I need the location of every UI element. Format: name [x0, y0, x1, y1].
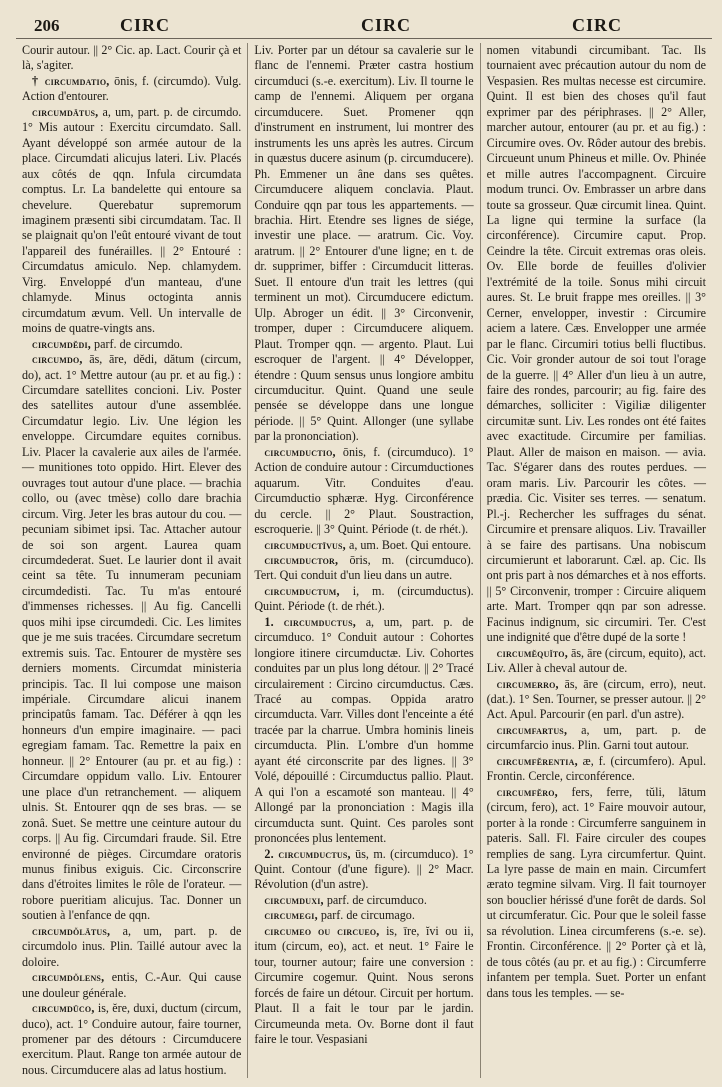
dictionary-entry: [254, 847, 473, 893]
column-right: [480, 43, 712, 1078]
dictionary-entry: [487, 723, 706, 754]
entry-definition: parf. de circumduco.: [326, 892, 427, 907]
dictionary-entry: [254, 893, 473, 908]
entry-headword: circumdūco,: [32, 1001, 95, 1016]
entry-headword: circumdŏlātus,: [32, 923, 111, 938]
entry-definition: a, um, part. p. de circumduco. 1° Conduit autour : Cohortes longiore itinere circumductæ. Liv. Cohortes conduites par un plus long détour. || 2° Tracé circulairement : Circino circumductus. Cæs. Tracé au compas. Oppida aratro circumducta. Varr. Villes dont l'enceinte a été tracée par la charrue. Umbra hominis lineis circumducta. Plin. L'ombre d'un homme ayant été circonscrite par des lignes. || 3° Volé, dépouillé : Circumductus pallio. Plaut. A qui l'on a escamoté son manteau. || 4° Allongé par la prononciation : Magis illa circumducta sunt. Quint. Ces paroles sont prononcées plus lentement.: [254, 614, 474, 846]
guide-word-left: CIRC: [120, 15, 171, 35]
dictionary-entry: [22, 924, 241, 970]
guide-word-right: CIRC: [572, 15, 623, 35]
entry-definition: a, um, part. p. de circumdo. 1° Mis autour : Exercitu circumdato. Sall. Ayant développé son armée autour de la place. Circumdati alicujus lateri. Liv. Placés aux côtés de qqn. Infula circumdata comptus. Lr. La bandelette qui entoure sa chevelure. Querebatur supremorum imaginem præsenti sibi circumdatam. Tac. Il se plaignait qu'on l'eût entouré vivant de tout l'appareil des funérailles. || 2° Entouré : Circumdatus amiculo. Nep. chlamydem. Virg. Enveloppé d'un manteau, d'une chlamyde. Minus octoginta annis circumdatum ævum. Vell. Un intervalle de moins de quatre-vingts ans.: [22, 104, 242, 336]
entry-headword: circumduxi,: [264, 892, 324, 907]
dictionary-entry: [22, 970, 241, 1001]
entry-definition: ūs, m. (circumduco). 1° Quint. Contour (d'une figure). || 2° Macr. Révolution (d'un astre).: [254, 846, 474, 892]
dictionary-entry: [22, 352, 241, 924]
entry-headword: circumductum,: [264, 583, 340, 598]
entry-headword: circumfĕrentia,: [496, 753, 578, 768]
page-header: [16, 12, 712, 39]
entry-definition: fers, ferre, tŭli, lātum (circum, fero), act. 1° Faire mouvoir autour, porter à la ronde : Circumferre sanguinem in pateris. Sall. Fl. Faire circuler des coupes remplies de sang. Lyra circumfertur. Quint. La lyre passe de main en main. Circumfert ærato tegmine silvam. Virg. Il fait tournoyer son bouclier hérissé d'une forêt de dards. Sol ut circumferatur. Cic. Pour que le soleil fasse sa révolution. Linea circumferens (s.-e. se). Frontin. Circonférence. || 2° Porter çà et là, de tous côtés (au pr. et au fig.) : Circumferre infantem per templa. Suet. Porter un enfant dans tous les temples. — se-: [486, 784, 706, 1000]
entry-headword: circumdātus,: [32, 104, 99, 119]
dictionary-entry: [254, 553, 473, 584]
entry-definition: is, ĕre, duxi, ductum (circum, duco), act. 1° Conduire autour, faire tourner, promener par des détours : Circumducere exercitum. Plaut. Range ton armée autour de nous. Circumducere alas ad latus hostium.: [22, 1001, 242, 1077]
dictionary-entry: [487, 43, 706, 646]
entry-definition: a, um, part. p. de circumfarcio inus. Plin. Garni tout autour.: [486, 722, 706, 753]
text-columns: [16, 43, 712, 1078]
column-left: [16, 43, 247, 1078]
entry-definition: Liv. Porter par un détour sa cavalerie sur le flanc de l'ennemi. Præter castra hostium circumduci (s.-e. exercitum). Liv. Il tourne le camp de l'ennemi. Aliquem per organa circumducere. Suet. Promener qqn d'instrument en instrument, lui montrer des instruments les uns après les autres. Circum in quæstus ducere asinum (p. circumducere). Ph. Emmener un âne dans ses quêtes. Circumducere aliquem conclavia. Plaut. Conduire qqn par tous les appartements. — brachia. Hirt. Etendre ses lignes de siége, investir une place. — aratrum. Cic. Voy. aratrum. || 2° Entourer d'une ligne; en t. de dr. supprimer, biffer : Circumducit litteras. Suet. Il entoure d'un trait les lettres (qui terminent un mot). Circumducere edictum. Ulp. Abroger un édit. || 3° Circonvenir, tromper, duper : Circumducere aliquem. Plaut. Tromper qqn. — argento. Plaut. Lui escroquer de l'argent. || 4° Développer, étendre : Quum sensus unus longiore ambitu circumducitur. Quint. Quand une seule pensée se développe dans une longue période. || 5° Quint. Allonger (une syllabe par la prononciation).: [254, 43, 474, 444]
guide-word-center: CIRC: [361, 15, 412, 35]
entry-definition: nomen vitabundi circumibant. Tac. Ils tournaient avec précaution autour du nom de Vespasien. Res multas necesse est circumire. Quint. Il est bien des choses qu'il faut exprimer par des périphrases. || 2° Aller, marcher autour, entourer (au pr. et au fig.) : Circumire oves. Ov. Rôder autour des brebis. Circueunt unum Phineus et mille. Ov. Phinée et mille autres l'accompagnent. Circuire modum trunci. Ov. Embrasser un arbre dans toute sa grosseur. Quæ circumit linea. Quint. La ligne qui termine la surface (la circonférence). Circumire caput. Prop. Ceindre la tête. Circuit extremas oras oleis. Ov. Elle borde de feuilles d'olivier l'extrémité de la toile. Sonus mihi circuit aures. St. Le bruit frappe mes oreilles. || 3° Cerner, envelopper, investir : Circumire aciem a latere. Cæs. Envelopper une armée par le flanc. Circumiri totius belli fluctibus. Cic. Voir gronder autour de soi tout l'orage de la guerre. || 4° Aller d'un lieu à un autre, faire des rondes, parcourir; au fig. faire des démarches, solliciter : Vigiliæ diligenter circumitæ sunt. Liv. Les rondes ont été faites avec exactitude. Circumire per familias. Plaut. Aller de maison en maison. — avia. Tac. S'égarer dans des routes perdues. — oram maris. Liv. Parcourir les côtes. — prædia. Cic. Visiter ses terres. — senatum. Pl.-j. Rechercher les suffrages du sénat. Circumire et prensare aliquos. Liv. Travailler à se faire des partisans. Una nobiscum circumierunt et laborarunt. Cæl. ap. Cic. Ils ont pris part à nos démarches et à nos efforts. || 5° Circonvenir, tromper : Circuire aliquem arte. Mart. Tromper qqn par son adresse. Facinus indignum, sic circumiri. Ter. C'est une indignité que d'être dupé de la sorte !: [486, 43, 706, 645]
entry-headword: circumerro,: [496, 676, 559, 691]
dictionary-entry: [254, 43, 473, 445]
entry-headword: circumeo ou circueo,: [264, 923, 380, 938]
dictionary-entry: [487, 646, 706, 677]
page-number: 206: [34, 16, 60, 35]
entry-headword: circumductor,: [264, 552, 339, 567]
entry-definition: Courir autour. || 2° Cic. ap. Lact. Courir çà et là, s'agiter.: [22, 43, 242, 73]
entry-definition: parf. de circumago.: [320, 908, 415, 923]
dictionary-entry: [22, 74, 241, 105]
entry-headword: circumductīvus,: [264, 537, 346, 552]
entry-headword: circumĕquĭto,: [496, 645, 568, 660]
entry-headword: 2. circumductus,: [264, 846, 351, 861]
entry-headword: circumdŏlens,: [32, 970, 105, 985]
entry-headword: circumfĕro,: [496, 784, 558, 799]
entry-definition: ās, āre (circum, equito), act. Liv. Aller à cheval autour de.: [486, 645, 706, 676]
entry-definition: parf. de circumdo.: [94, 336, 183, 351]
dictionary-entry: [487, 677, 706, 723]
dictionary-entry: [254, 445, 473, 538]
dictionary-entry: [487, 785, 706, 1001]
entry-definition: ōnis, f. (circumdo). Vulg. Action d'entourer.: [22, 73, 242, 104]
dictionary-entry: [487, 754, 706, 785]
dictionary-entry: [22, 337, 241, 352]
entry-headword: circumfartus,: [496, 722, 568, 737]
entry-definition: ās, āre, dĕdi, dătum (circum, do), act. 1° Mettre autour (au pr. et au fig.) : Circumdare satellites concioni. Liv. Poster des satellites autour d'une assemblée. Circumdatur legio. Liv. Une légion les enveloppe. Circumdare equites cornibus. Liv. Placer la cavalerie aux ailes de l'armée. — munitiones toto oppido. Hirt. Elever des ouvrages tout autour d'une place. — brachia collo, ou (avec tmèse) collo dare brachia circum. Virg. Jeter les bras autour du cou. — pecuniam sibimet ipsi. Tac. Attacher autour de soi son argent. Laurea quam circumdederat. Suet. Le laurier dont il avait ceint sa tête. Tu innumeram pecuniam circumdedisti. Tac. Tu m'as entouré d'immenses richesses. || Au fig. Cancelli quos mihi ipse circumdedi. Cic. Les limites que je me suis tracées. Circumdare secretum extremis suis. Tac. Entourer de mystère ses derniers moments. Circumdat ministeria principis. Tac. Il lui compose une maison impériale. Circumdare alicui inanem principatûs famam. Tac. Déférer à qqn les honneurs d'un empire imaginaire. — paci egregiam famam. Tac. Remettre la paix en honneur. || 2° Entourer (au pr. et au fig.) : Circumdare oppidum vallo. Liv. Entourer une place d'un retranchement. — aliquem ulnis. St. Entourer qqn de ses bras. — se zonâ. Suet. Se mettre une ceinture autour du corps. || Au fig. Circumdari fraude. Sil. Etre environné de pièges. Circumdare oratoris munus finibus exiguis. Cic. Circonscrire dans d'étroites limites le rôle de l'orateur. — robore pueritiam alicujus. Tac. Donner un soutien à l'enfance de qqn.: [22, 352, 242, 923]
column-middle: [247, 43, 479, 1078]
entry-definition: a, um, part. p. de circumdolo inus. Plin. Taillé autour avec la doloire.: [22, 923, 242, 969]
dictionary-entry: [254, 538, 473, 553]
entry-headword: circumductio,: [264, 444, 336, 459]
entry-definition: a, um. Boet. Qui entoure.: [348, 537, 472, 552]
dictionary-entry: [254, 584, 473, 615]
dictionary-entry: [254, 924, 473, 1048]
dictionary-entry: [22, 105, 241, 337]
entry-headword: 1. circumductus,: [264, 614, 356, 629]
dictionary-entry: [254, 615, 473, 847]
entry-definition: ōris, m. (circumduco). Tert. Qui conduit d'un lieu dans un autre.: [254, 552, 474, 583]
entry-definition: entis, C.-Aur. Qui cause une douleur générale.: [22, 970, 242, 1000]
dictionary-entry: [254, 908, 473, 923]
entry-headword: circumegi,: [264, 908, 318, 923]
dictionary-entry: [22, 43, 241, 74]
entry-definition: ōnis, f. (circumduco). 1° Action de conduire autour : Circumductiones aquarum. Vitr. Conduites d'eau. Circumductio sphæræ. Hyg. Circonférence du cercle. || 2° Plaut. Soustraction, escroquerie. || 3° Quint. Période (t. de rhét.).: [254, 444, 474, 537]
entry-definition: is, īre, ĭvi ou ii, itum (circum, eo), act. et neut. 1° Faire le tour, tourner autour; faire une conversion : Circumire cogemur. Quint. Nous serons forcés de faire un détour. Circuit per hortum. Plaut. Il a fait le tour par le jardin. Circumeunda meta. Ov. Borne dont il faut faire le tour. Vespasiani: [254, 923, 474, 1046]
entry-definition: i, m. (circumductus). Quint. Période (t. de rhét.).: [254, 583, 474, 614]
entry-headword: circumdĕdi,: [32, 336, 92, 351]
dictionary-entry: [22, 1001, 241, 1078]
entry-definition: æ, f. (circumfero). Apul. Frontin. Cercle, circonférence.: [486, 753, 706, 784]
entry-headword: † circumdatio,: [32, 73, 110, 88]
entry-definition: ās, āre (circum, erro), neut. (dat.). 1° Sen. Tourner, se presser autour. || 2° Act. Apul. Parcourir (en parl. d'un astre).: [486, 676, 706, 722]
entry-headword: circumdo,: [32, 352, 83, 367]
